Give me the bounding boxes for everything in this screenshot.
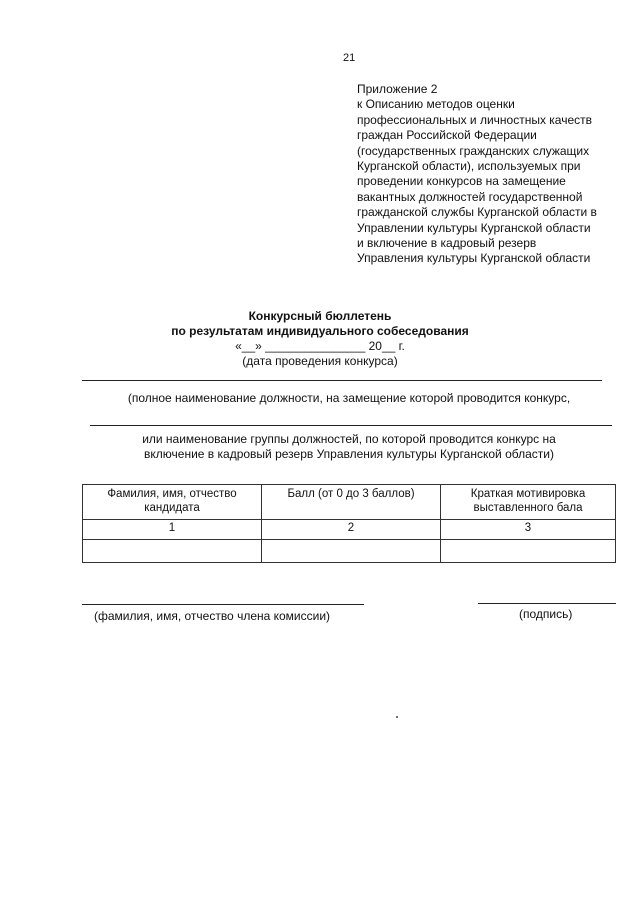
appendix-line: профессиональных и личностных качеств <box>357 112 593 127</box>
bulletin-title: Конкурсный бюллетень <box>248 309 392 323</box>
appendix-line: к Описанию методов оценки <box>357 97 515 112</box>
column-number: 1 <box>83 520 262 540</box>
date-caption: (дата проведения конкурса) <box>242 354 398 368</box>
score-table <box>82 484 616 563</box>
page-number: 21 <box>343 52 356 64</box>
position-blank-line <box>82 380 602 381</box>
table-header-row <box>83 485 616 520</box>
date-line: «__» _______________ 20__ г. <box>235 339 405 353</box>
appendix-line: и включение в кадровый резерв <box>357 236 537 251</box>
appendix-line: гражданской службы Курганской области в <box>357 205 597 220</box>
signature-caption: (подпись) <box>519 607 573 621</box>
position-caption: (полное наименование должности, на замещение которой проводится конкурс, <box>127 391 571 405</box>
appendix-note <box>357 82 627 267</box>
appendix-line: вакантных должностей государственной <box>357 189 583 204</box>
appendix-line: Управлении культуры Курганской области <box>357 220 591 235</box>
header-cell-candidate: Фамилия, имя, отчество кандидата <box>83 485 262 520</box>
appendix-line: граждан Российской Федерации <box>357 128 537 143</box>
column-number: 2 <box>262 520 441 540</box>
appendix-line: Курганской области), используемых при <box>357 159 581 174</box>
appendix-line: проведении конкурсов на замещение <box>357 174 566 189</box>
table-cell <box>262 540 441 563</box>
appendix-line: Управления культуры Курганской области <box>357 251 591 266</box>
table-cell <box>83 540 262 563</box>
scan-speck <box>396 716 398 718</box>
table-cell <box>441 540 616 563</box>
table-row <box>83 540 616 563</box>
group-blank-line <box>90 425 612 426</box>
bulletin-subtitle: по результатам индивидуального собеседования <box>171 324 469 338</box>
member-name-caption: (фамилия, имя, отчество члена комиссии) <box>94 609 331 623</box>
table-number-row <box>83 520 616 540</box>
appendix-line: (государственных гражданских служащих <box>357 143 590 158</box>
group-caption-line-1: или наименование группы должностей, по которой проводится конкурс на <box>142 432 556 446</box>
column-number: 3 <box>441 520 616 540</box>
header-cell-motivation: Краткая мотивировка выставленного бала <box>441 485 616 520</box>
signature-line <box>478 603 616 604</box>
header-cell-score: Балл (от 0 до 3 баллов) <box>262 485 441 520</box>
bulletin-title-block <box>120 309 520 369</box>
member-name-line <box>82 604 364 605</box>
group-caption-line-2: включение в кадровый резерв Управления культуры Курганской области) <box>144 447 554 461</box>
appendix-line: Приложение 2 <box>357 82 438 96</box>
